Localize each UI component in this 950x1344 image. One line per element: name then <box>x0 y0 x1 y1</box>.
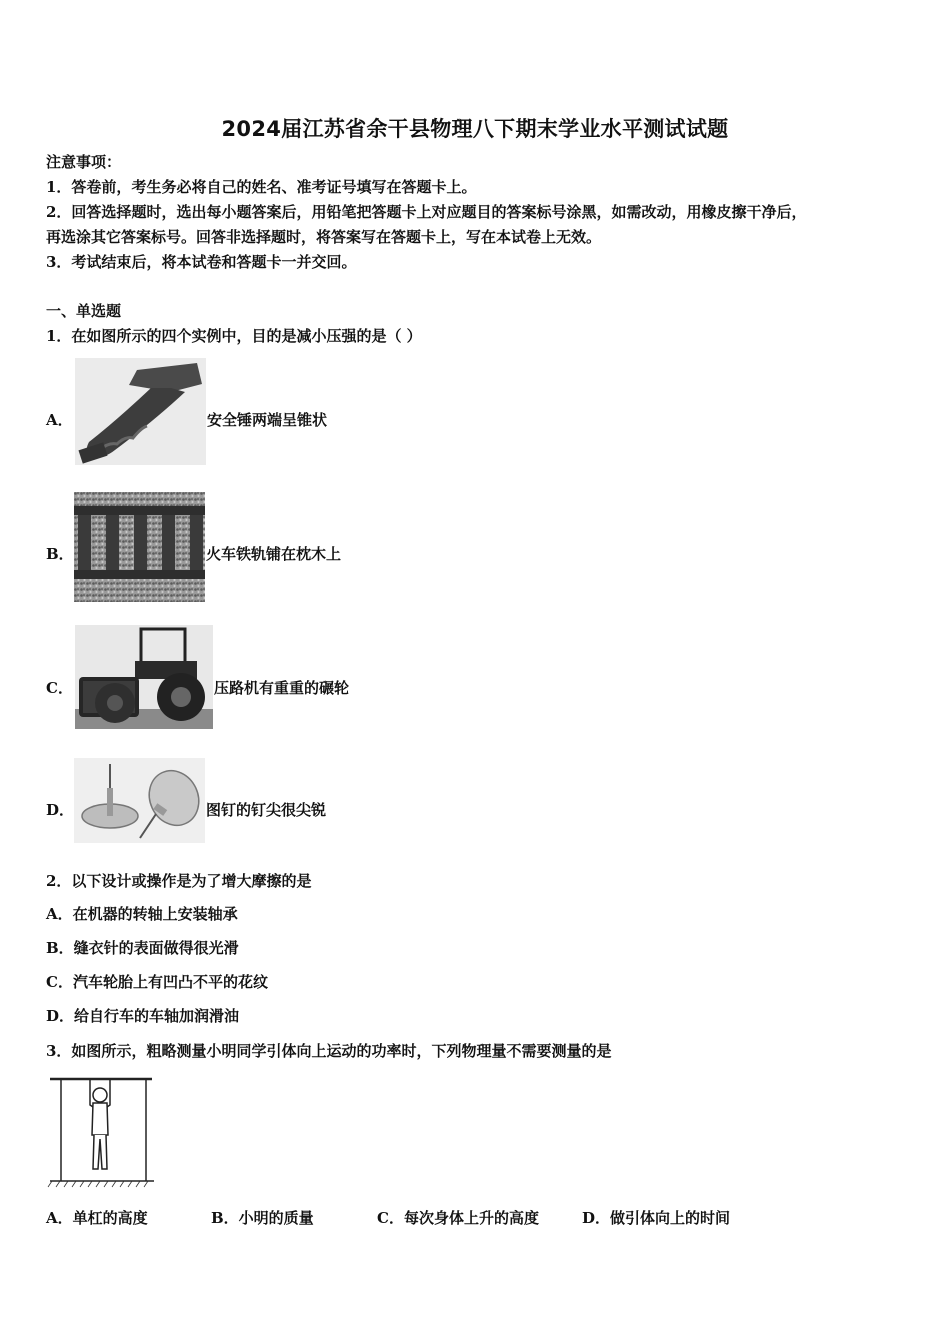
q3-option-a: A．单杠的高度 <box>46 1209 148 1227</box>
question-1-stem: 1．在如图所示的四个实例中，目的是减小压强的是（ ） <box>46 327 422 345</box>
q2-option-d: D．给自行车的车轴加润滑油 <box>46 1007 240 1025</box>
q1-option-a-text: 安全锤两端呈锥状 <box>207 411 328 429</box>
q3-option-b: B．小明的质量 <box>211 1209 314 1227</box>
q1-option-d-text: 图钉的钉尖很尖锐 <box>206 801 327 819</box>
notice-item-3: 3．考试结束后，将本试卷和答题卡一并交回。 <box>46 253 357 271</box>
q1-option-d-letter: D． <box>46 801 75 819</box>
q2-option-a: A．在机器的转轴上安装轴承 <box>46 905 238 923</box>
q2-option-c: C．汽车轮胎上有凹凸不平的花纹 <box>46 973 268 991</box>
question-2-stem: 2．以下设计或操作是为了增大摩擦的是 <box>46 872 312 890</box>
page-title: 2024届江苏省余干县物理八下期末学业水平测试试题 <box>221 117 729 141</box>
road-roller-image <box>75 625 213 729</box>
q3-option-c: C．每次身体上升的高度 <box>377 1209 539 1227</box>
notice-heading: 注意事项： <box>46 153 122 171</box>
notice-item-1: 1．答卷前，考生务必将自己的姓名、准考证号填写在答题卡上。 <box>46 178 477 196</box>
thumbtack-image <box>74 758 205 843</box>
pull-up-figure <box>46 1073 156 1189</box>
q1-option-b-text: 火车铁轨铺在枕木上 <box>206 545 342 563</box>
q1-option-c-letter: C． <box>46 679 73 697</box>
q3-option-d: D．做引体向上的时间 <box>582 1209 731 1227</box>
railway-track-image <box>74 492 205 602</box>
q2-option-b: B．缝衣针的表面做得很光滑 <box>46 939 239 957</box>
notice-item-2-cont: 再选涂其它答案标号。回答非选择题时，将答案写在答题卡上，写在本试卷上无效。 <box>46 228 602 246</box>
notice-item-2: 2．回答选择题时，选出每小题答案后，用铅笔把答题卡上对应题目的答案标号涂黑，如需改动，用橡皮擦干净后， <box>46 203 807 221</box>
safety-hammer-image <box>75 358 206 465</box>
question-3-stem: 3．如图所示，粗略测量小明同学引体向上运动的功率时，下列物理量不需要测量的是 <box>46 1042 612 1060</box>
section-heading: 一、单选题 <box>46 302 122 320</box>
q1-option-a-letter: A． <box>46 411 73 429</box>
q1-option-c-text: 压路机有重重的碾轮 <box>214 679 350 697</box>
q1-option-b-letter: B． <box>46 545 74 563</box>
